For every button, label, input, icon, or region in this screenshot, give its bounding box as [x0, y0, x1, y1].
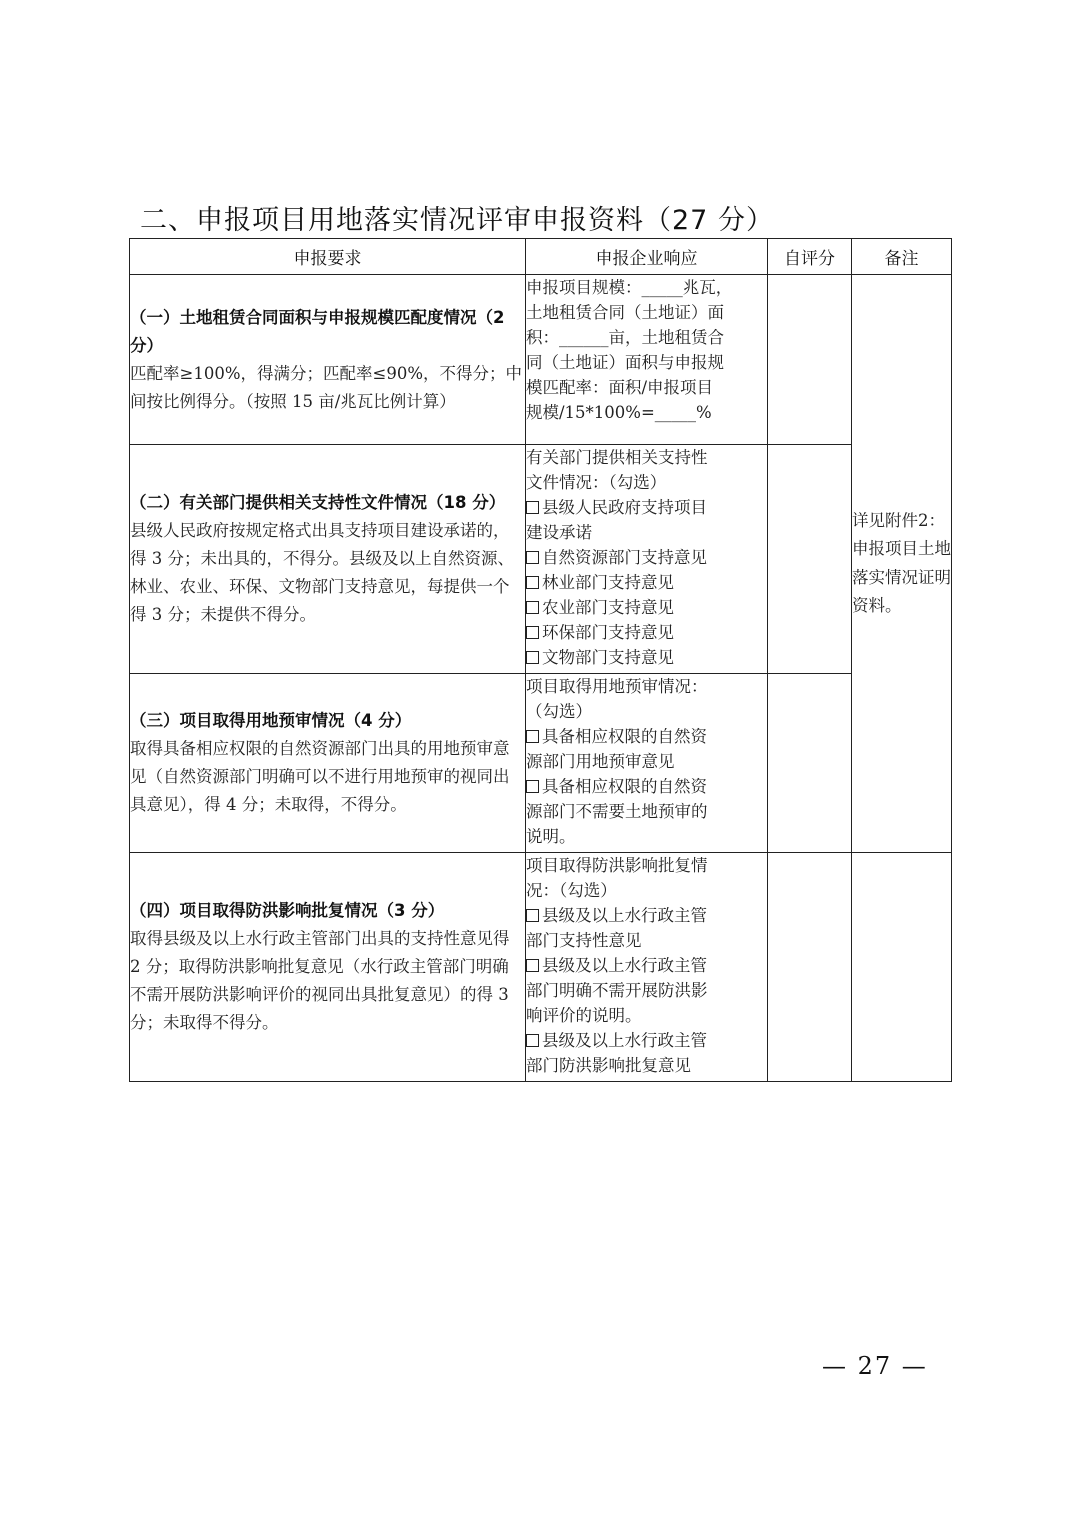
header-requirement: 申报要求 — [130, 239, 526, 275]
response-line — [526, 878, 767, 903]
response-text: 县级及以上水行政主管 — [542, 906, 707, 925]
response-text: 林业部门支持意见 — [542, 573, 674, 592]
requirement-cell — [130, 674, 526, 853]
response-text: 文物部门支持意见 — [542, 648, 674, 667]
requirement-title: （二）有关部门提供相关支持性文件情况（18 分） — [130, 493, 506, 512]
page-number: — 27 — — [822, 1352, 928, 1380]
checkbox-icon[interactable] — [526, 959, 539, 972]
response-line — [526, 325, 767, 350]
response-line — [526, 445, 767, 470]
self-score-cell[interactable] — [768, 445, 852, 674]
requirement-desc: 取得具备相应权限的自然资源部门出具的用地预审意见（自然资源部门明确可以不进行用地预审的视同出具意见），得 4 分；未取得，不得分。 — [130, 739, 510, 814]
response-text: 说明。 — [526, 827, 576, 846]
response-text: 有关部门提供相关支持性 — [526, 448, 708, 467]
requirement-title: （一）土地租赁合同面积与申报规模匹配度情况（2 分） — [130, 307, 505, 355]
response-text: 建设承诺 — [526, 523, 592, 542]
response-line — [526, 275, 767, 300]
response-text: 具备相应权限的自然资 — [542, 727, 707, 746]
response-text: 环保部门支持意见 — [542, 623, 674, 642]
checkbox-icon[interactable] — [526, 551, 539, 564]
header-self-score: 自评分 — [768, 239, 852, 275]
response-text: 源部门用地预审意见 — [526, 752, 675, 771]
requirement-desc: 匹配率≥100%，得满分；匹配率≤90%，不得分；中间按比例得分。（按照 15 亩/兆瓦比例计算） — [130, 363, 522, 411]
table-row — [130, 674, 952, 853]
section-title: 二、申报项目用地落实情况评审申报资料（27 分） — [140, 205, 774, 236]
response-text: 县级人民政府支持项目 — [542, 498, 707, 517]
response-text: 模匹配率：面积/申报项目 — [526, 378, 714, 397]
response-line — [526, 824, 767, 849]
table-row — [130, 275, 952, 445]
response-text: 文件情况：（勾选） — [526, 473, 667, 492]
checkbox-icon[interactable] — [526, 651, 539, 664]
remarks-cell: 详见附件2：申报项目土地落实情况证明资料。 — [852, 275, 952, 853]
response-text: 况：（勾选） — [526, 881, 617, 900]
response-line — [526, 300, 767, 325]
checkbox-option[interactable] — [526, 903, 767, 928]
response-text: 部门明确不需开展防洪影 — [526, 981, 708, 1000]
response-text: 积：______亩，土地租赁合 — [526, 328, 724, 347]
checkbox-icon[interactable] — [526, 1034, 539, 1047]
checkbox-icon[interactable] — [526, 730, 539, 743]
response-line — [526, 470, 767, 495]
response-text: 部门防洪影响批复意见 — [526, 1056, 691, 1075]
checkbox-option[interactable] — [526, 595, 767, 620]
table-row — [130, 853, 952, 1082]
checkbox-option[interactable] — [526, 1028, 767, 1053]
response-text: 申报项目规模：_____兆瓦， — [526, 278, 733, 297]
checkbox-icon[interactable] — [526, 909, 539, 922]
requirement-desc: 取得县级及以上水行政主管部门出具的支持性意见得 2 分；取得防洪影响批复意见（水行政主管部门明确不需开展防洪影响评价的视同出具批复意见）的得 3 分；未取得不得分。 — [130, 929, 510, 1032]
response-text: 具备相应权限的自然资 — [542, 777, 707, 796]
checkbox-option[interactable] — [526, 724, 767, 749]
self-score-cell[interactable] — [768, 674, 852, 853]
response-line — [526, 928, 767, 953]
response-text: 项目取得用地预审情况： — [526, 677, 708, 696]
response-cell — [526, 445, 768, 674]
response-text: （勾选） — [526, 702, 592, 721]
response-text: 响评价的说明。 — [526, 1006, 642, 1025]
requirement-cell — [130, 853, 526, 1082]
checkbox-icon[interactable] — [526, 780, 539, 793]
checkbox-option[interactable] — [526, 495, 767, 520]
response-line — [526, 699, 767, 724]
requirement-desc: 县级人民政府按规定格式出具支持项目建设承诺的，得 3 分；未出具的，不得分。县级及以上自然资源、林业、农业、环保、文物部门支持意见，每提供一个得 3 分；未提供不得分。 — [130, 521, 514, 624]
response-line — [526, 749, 767, 774]
response-text: 县级及以上水行政主管 — [542, 956, 707, 975]
response-line — [526, 978, 767, 1003]
checkbox-icon[interactable] — [526, 626, 539, 639]
remarks-cell — [852, 853, 952, 1082]
review-table — [129, 238, 952, 1082]
checkbox-option[interactable] — [526, 774, 767, 799]
response-line — [526, 1003, 767, 1028]
response-text: 规模/15*100%=_____% — [526, 403, 712, 422]
checkbox-icon[interactable] — [526, 601, 539, 614]
header-response: 申报企业响应 — [526, 239, 768, 275]
requirement-title: （四）项目取得防洪影响批复情况（3 分） — [130, 901, 445, 920]
self-score-cell[interactable] — [768, 275, 852, 445]
response-text: 农业部门支持意见 — [542, 598, 674, 617]
response-cell — [526, 853, 768, 1082]
response-line — [526, 350, 767, 375]
checkbox-option[interactable] — [526, 645, 767, 670]
response-line — [526, 520, 767, 545]
response-line — [526, 1053, 767, 1078]
response-line — [526, 400, 767, 425]
header-remarks: 备注 — [852, 239, 952, 275]
checkbox-option[interactable] — [526, 953, 767, 978]
response-cell — [526, 674, 768, 853]
checkbox-option[interactable] — [526, 545, 767, 570]
response-line — [526, 853, 767, 878]
response-line — [526, 674, 767, 699]
checkbox-option[interactable] — [526, 620, 767, 645]
self-score-cell[interactable] — [768, 853, 852, 1082]
response-text: 项目取得防洪影响批复情 — [526, 856, 708, 875]
table-row — [130, 445, 952, 674]
table-header-row — [130, 239, 952, 275]
response-text: 同（土地证）面积与申报规 — [526, 353, 724, 372]
response-line — [526, 375, 767, 400]
response-text: 部门支持性意见 — [526, 931, 642, 950]
checkbox-icon[interactable] — [526, 501, 539, 514]
requirement-cell — [130, 445, 526, 674]
checkbox-icon[interactable] — [526, 576, 539, 589]
checkbox-option[interactable] — [526, 570, 767, 595]
response-text: 源部门不需要土地预审的 — [526, 802, 708, 821]
response-cell — [526, 275, 768, 445]
response-text: 土地租赁合同（土地证）面 — [526, 303, 724, 322]
requirement-cell — [130, 275, 526, 445]
response-line — [526, 799, 767, 824]
requirement-title: （三）项目取得用地预审情况（4 分） — [130, 711, 412, 730]
response-text: 自然资源部门支持意见 — [542, 548, 707, 567]
response-text: 县级及以上水行政主管 — [542, 1031, 707, 1050]
